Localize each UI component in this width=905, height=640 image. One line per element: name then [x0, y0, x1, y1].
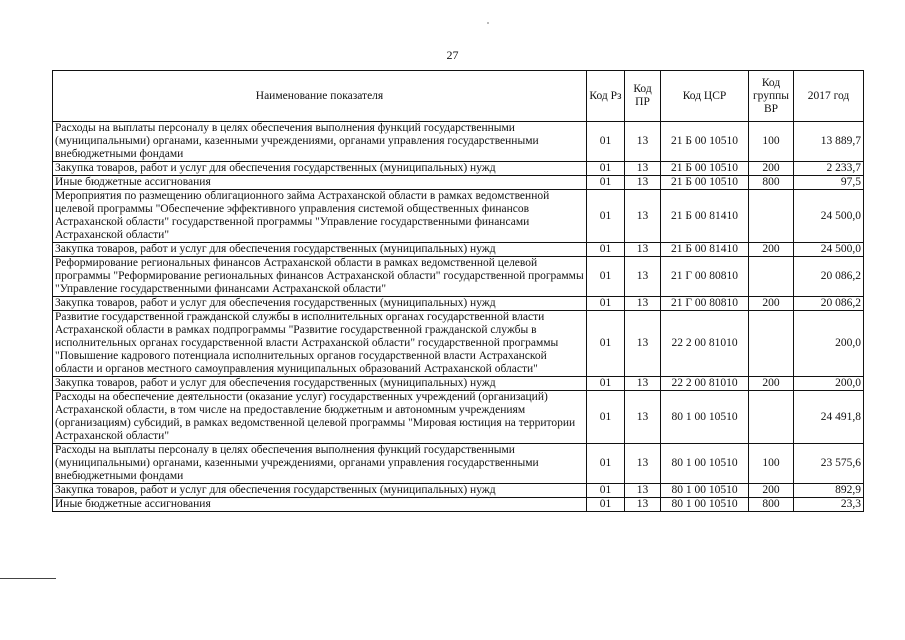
cell-csr: 21 Б 00 10510: [661, 176, 749, 190]
cell-csr: 22 2 00 81010: [661, 377, 749, 391]
cell-csr: 80 1 00 10510: [661, 498, 749, 512]
cell-vr: 100: [749, 122, 794, 162]
cell-amount: 24 500,0: [794, 190, 864, 243]
cell-vr: [749, 311, 794, 377]
cell-name: Иные бюджетные ассигнования: [53, 498, 587, 512]
table-row: [53, 444, 864, 484]
table-row: [53, 162, 864, 176]
table-row: [53, 391, 864, 444]
cell-vr: 200: [749, 243, 794, 257]
table-row: [53, 484, 864, 498]
cell-rz: 01: [587, 176, 625, 190]
cell-pr: 13: [625, 297, 661, 311]
cell-pr: 13: [625, 444, 661, 484]
cell-name: Иные бюджетные ассигнования: [53, 176, 587, 190]
cell-csr: 21 Б 00 10510: [661, 162, 749, 176]
cell-vr: [749, 190, 794, 243]
cell-csr: 21 Б 00 10510: [661, 122, 749, 162]
cell-vr: 200: [749, 484, 794, 498]
header-vr: Код группы ВР: [749, 71, 794, 122]
cell-vr: 200: [749, 162, 794, 176]
page-number: 27: [446, 48, 459, 62]
cell-name: Закупка товаров, работ и услуг для обеспечения государственных (муниципальных) нужд: [53, 243, 587, 257]
cell-pr: 13: [625, 190, 661, 243]
cell-vr: [749, 391, 794, 444]
cell-csr: 21 Б 00 81410: [661, 243, 749, 257]
cell-vr: 800: [749, 176, 794, 190]
cell-rz: 01: [587, 484, 625, 498]
cell-name: Развитие государственной гражданской службы в исполнительных органах государственной власти Астраханской области в рамках подпрограммы "Развитие государственной гражданской службы в исполнительных органах государственной власти Астраханской области" государственной программы "Повышение кадрового потенциала исполнительных органов государственной власти Астраханской области и органов местного самоуправления муниципальных образований Астраханской области": [53, 311, 587, 377]
cell-pr: 13: [625, 377, 661, 391]
cell-name: Расходы на выплаты персоналу в целях обеспечения выполнения функций государственными (муниципальными) органами, казенными учреждениями, органами управления государственными внебюджетными фондами: [53, 122, 587, 162]
cell-name: Закупка товаров, работ и услуг для обеспечения государственных (муниципальных) нужд: [53, 377, 587, 391]
cell-pr: 13: [625, 498, 661, 512]
cell-pr: 13: [625, 311, 661, 377]
cell-amount: 200,0: [794, 311, 864, 377]
cell-rz: 01: [587, 391, 625, 444]
cell-vr: 100: [749, 444, 794, 484]
table-row: [53, 257, 864, 297]
cell-vr: 200: [749, 377, 794, 391]
cell-pr: 13: [625, 162, 661, 176]
table-row: [53, 498, 864, 512]
cell-csr: 80 1 00 10510: [661, 484, 749, 498]
cell-amount: 20 086,2: [794, 257, 864, 297]
table-row: [53, 190, 864, 243]
cell-csr: 22 2 00 81010: [661, 311, 749, 377]
header-rz: Код Рз: [587, 71, 625, 122]
cell-pr: 13: [625, 176, 661, 190]
cell-amount: 20 086,2: [794, 297, 864, 311]
cell-rz: 01: [587, 122, 625, 162]
cell-vr: 200: [749, 297, 794, 311]
cell-pr: 13: [625, 243, 661, 257]
cell-csr: 80 1 00 10510: [661, 391, 749, 444]
cell-rz: 01: [587, 257, 625, 297]
cell-vr: [749, 257, 794, 297]
cell-rz: 01: [587, 498, 625, 512]
header-name: Наименование показателя: [53, 71, 587, 122]
cell-name: Реформирование региональных финансов Астраханской области в рамках ведомственной целевой программы "Реформирование региональных финансов Астраханской области" государственной программы "Управление государственными финансами Астраханской области": [53, 257, 587, 297]
cell-name: Расходы на выплаты персоналу в целях обеспечения выполнения функций государственными (муниципальными) органами, казенными учреждениями, органами управления государственными внебюджетными фондами: [53, 444, 587, 484]
cell-rz: 01: [587, 297, 625, 311]
cell-name: Закупка товаров, работ и услуг для обеспечения государственных (муниципальных) нужд: [53, 162, 587, 176]
table-row: [53, 311, 864, 377]
cell-vr: 800: [749, 498, 794, 512]
cell-amount: 13 889,7: [794, 122, 864, 162]
cell-name: Расходы на обеспечение деятельности (оказание услуг) государственных учреждений (организаций) Астраханской области, в том числе на предоставление бюджетным и автономным учреждениям (организациям) субсидий, в рамках ведомственной целевой программы "Мировая юстиция на территории Астраханской области": [53, 391, 587, 444]
cell-amount: 2 233,7: [794, 162, 864, 176]
cell-amount: 892,9: [794, 484, 864, 498]
cell-pr: 13: [625, 122, 661, 162]
cell-csr: 21 Б 00 81410: [661, 190, 749, 243]
header-pr: Код ПР: [625, 71, 661, 122]
cell-amount: 24 491,8: [794, 391, 864, 444]
cell-amount: 24 500,0: [794, 243, 864, 257]
cell-csr: 21 Г 00 80810: [661, 257, 749, 297]
cell-rz: 01: [587, 162, 625, 176]
cell-amount: 200,0: [794, 377, 864, 391]
budget-table: [52, 70, 864, 512]
table-row: [53, 377, 864, 391]
cell-rz: 01: [587, 243, 625, 257]
cell-pr: 13: [625, 391, 661, 444]
table-row: [53, 122, 864, 162]
cell-amount: 23,3: [794, 498, 864, 512]
table-row: [53, 297, 864, 311]
cell-pr: 13: [625, 257, 661, 297]
scan-speck: [487, 22, 489, 24]
cell-rz: 01: [587, 190, 625, 243]
cell-rz: 01: [587, 377, 625, 391]
cell-amount: 97,5: [794, 176, 864, 190]
header-year: 2017 год: [794, 71, 864, 122]
cell-amount: 23 575,6: [794, 444, 864, 484]
cell-pr: 13: [625, 484, 661, 498]
cell-csr: 21 Г 00 80810: [661, 297, 749, 311]
cell-rz: 01: [587, 444, 625, 484]
margin-line: [0, 578, 56, 579]
table-row: [53, 176, 864, 190]
table-row: [53, 243, 864, 257]
cell-name: Закупка товаров, работ и услуг для обеспечения государственных (муниципальных) нужд: [53, 484, 587, 498]
cell-csr: 80 1 00 10510: [661, 444, 749, 484]
cell-rz: 01: [587, 311, 625, 377]
table-header-row: [53, 71, 864, 122]
cell-name: Закупка товаров, работ и услуг для обеспечения государственных (муниципальных) нужд: [53, 297, 587, 311]
cell-name: Мероприятия по размещению облигационного займа Астраханской области в рамках ведомственной целевой программы "Обеспечение эффективного управления системой общественных финансов Астраханской области" государственной программы "Управление государственными финансами Астраханской области": [53, 190, 587, 243]
header-csr: Код ЦСР: [661, 71, 749, 122]
